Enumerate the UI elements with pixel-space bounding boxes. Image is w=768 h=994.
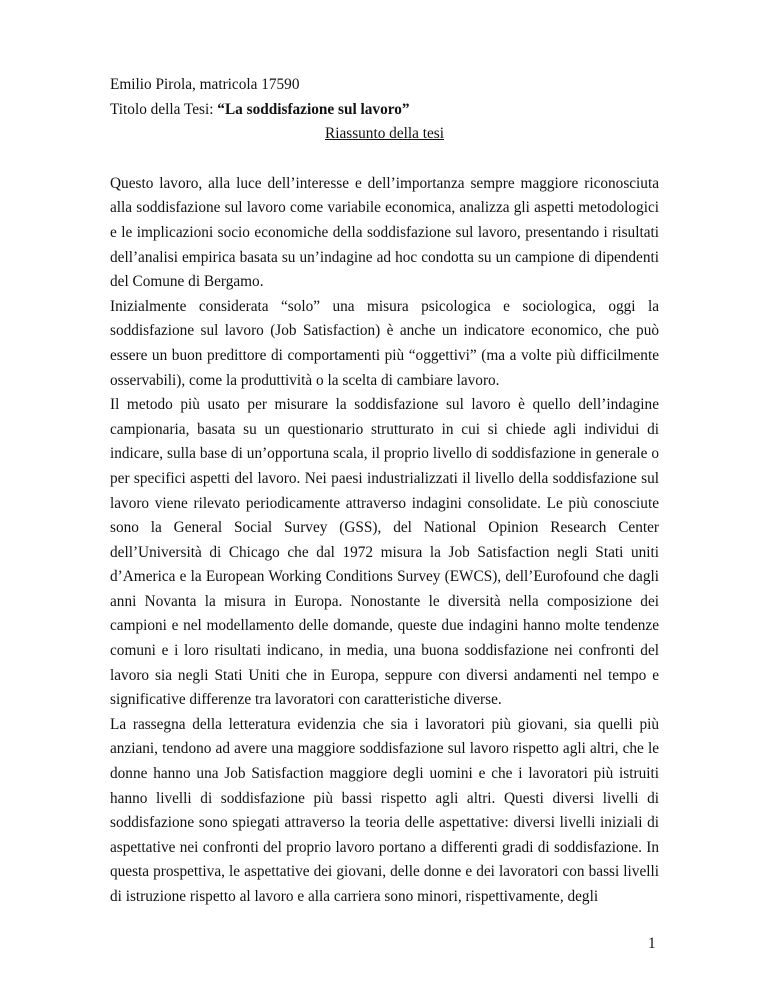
thesis-title-prefix: Titolo della Tesi: xyxy=(110,100,218,118)
paragraph-job-satisfaction: Inizialmente considerata “solo” una misura psicologica e sociologica, oggi la soddisfazione sul lavoro (Job Satisfaction) è anche un indicatore economico, che può essere un buon predittore di comportamenti più “oggettivi” (ma a volte più difficilmente osservabili), come la produttività o la scelta di cambiare lavoro. xyxy=(110,297,659,389)
thesis-title: “La soddisfazione sul lavoro” xyxy=(217,100,410,118)
document-content xyxy=(110,73,659,910)
heading-spacer xyxy=(110,147,659,172)
paragraph-measurement: Il metodo più usato per misurare la soddisfazione sul lavoro è quello dell’indagine campionaria, basata su un questionario strutturato in cui si chiede agli individui di indicare, sulla base di un’opportuna scala, il proprio livello di soddisfazione in generale o per specifici aspetti del lavoro. Nei paesi industrializzati il livello della soddisfazione sul lavoro viene rilevato periodicamente attraverso indagini consolidate. Le più conosciute sono la General Social Survey (GSS), del National Opinion Research Center dell’Università di Chicago che dal 1972 misura la Job Satisfaction negli Stati uniti d’America e la European Working Conditions Survey (EWCS), dell’Eurofound che dagli anni Novanta la misura in Europa. Nonostante le diversità nella composizione dei campioni e nel modellamento delle domande, queste due indagini hanno molte tendenze comuni e i loro risultati indicano, in media, una buona soddisfazione nei confronti del lavoro sia negli Stati Uniti che in Europa, seppure con diversi andamenti nel tempo e significative differenze tra lavoratori con caratteristiche diverse. xyxy=(110,396,659,709)
author-line: Emilio Pirola, matricola 17590 xyxy=(110,76,300,93)
summary-heading: Riassunto della tesi xyxy=(325,125,444,143)
thesis-title-line xyxy=(110,98,659,123)
page-number: 1 xyxy=(648,935,656,952)
paragraph-introduction: Questo lavoro, alla luce dell’interesse e dell’importanza sempre maggiore riconosciuta alla soddisfazione sul lavoro come variabile economica, analizza gli aspetti metodologici e le implicazioni socio economiche della soddisfazione sul lavoro, presentando i risultati dell’analisi empirica basata su un’indagine ad hoc condotta su un campione di dipendenti del Comune di Bergamo. xyxy=(110,174,659,291)
paragraph-literature-review: La rassegna della letteratura evidenzia che sia i lavoratori più giovani, sia quelli più anziani, tendono ad avere una maggiore soddisfazione sul lavoro rispetto agli altri, che le donne hanno una Job Satisfaction maggiore degli uomini e che i lavoratori più istruiti hanno livelli di soddisfazione più bassi rispetto agli altri. Questi diversi livelli di soddisfazione sono spiegati attraverso la teoria delle aspettative: diversi livelli iniziali di aspettative nei confronti del proprio lavoro portano a differenti gradi di soddisfazione. In questa prospettiva, le aspettative dei giovani, delle donne e dei lavoratori con bassi livelli di istruzione rispetto al lavoro e alla carriera sono minori, rispettivamente, degli xyxy=(110,715,659,905)
